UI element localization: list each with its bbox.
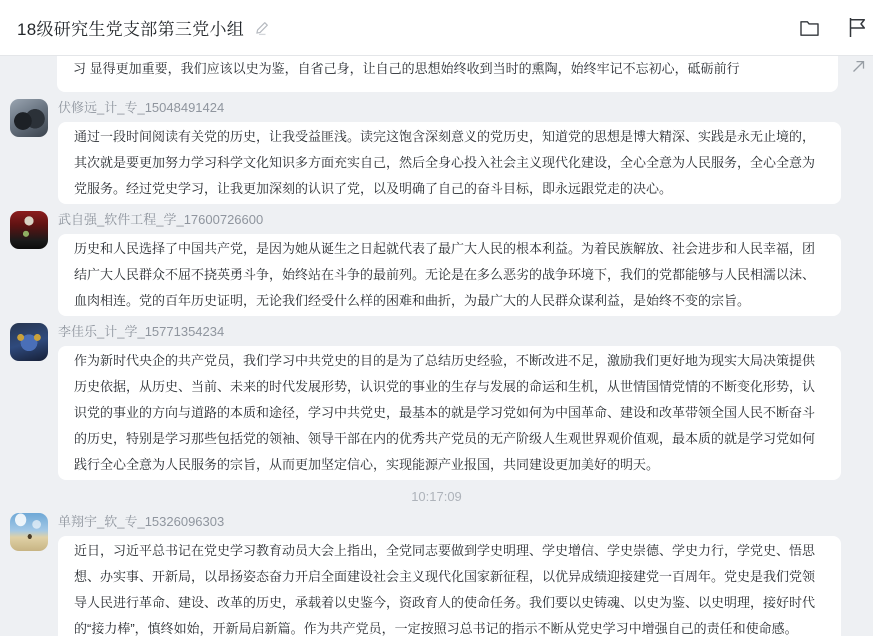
message-body — [58, 513, 863, 636]
message — [0, 316, 873, 480]
message-list[interactable] — [0, 56, 873, 636]
message — [0, 506, 873, 636]
edit-title-pencil-icon[interactable] — [254, 20, 270, 36]
chat-header — [0, 0, 873, 56]
message-bubble[interactable]: 作为新时代央企的共产党员，我们学习中共党史的目的是为了总结历史经验，不断改进不足，激励我们更好地为现实大局决策提供历史依据，从历史、当前、未来的时代发展形势，认识党的事业的生存与发展的命运和生机，从世情国情党情的不断变化形势，认识党的事业的方向与道路的本质和途径，学习中共党史，最基本的就是学习党如何为中国革命、建设和改革带领全国人民不断奋斗的历史，特别是学习那些包括党的领袖、领导干部在内的优秀共产党员的无产阶级人生观世界观价值观，最本质的就是学习党如何践行全心全意为人民服务的宗旨，从而更加坚定信心，实现能源产业报国，共同建设更加美好的明天。 — [58, 346, 841, 480]
message — [0, 92, 873, 204]
flag-icon[interactable] — [846, 15, 869, 40]
message-body — [58, 99, 863, 204]
avatar[interactable] — [10, 323, 48, 361]
message-body — [58, 211, 863, 316]
group-title: 18级研究生党支部第三党小组 — [17, 20, 245, 39]
sender-name: 单翔宇_软_专_15326096303 — [58, 514, 225, 529]
timestamp: 10:17:09 — [411, 489, 462, 504]
message-bubble[interactable]: 近日，习近平总书记在党史学习教育动员大会上指出，全党同志要做到学史明理、学史增信、学史崇德、学史力行，学党史、悟思想、办实事、开新局，以昂扬姿态奋力开启全面建设社会主义现代化国家新征程，以优异成绩迎接建党一百周年。党史是我们党领导人民进行革命、建设、改革的历史，承载着以史鉴今，资政育人的使命任务。我们要以史铸魂、以史为鉴、以史明理，接好时代的“接力棒”，慎终如始，开新局启新篇。作为共产党员，一定按照习总书记的指示不断从党史学习中增强自己的责任和使命感。 — [58, 536, 841, 636]
message-bubble[interactable]: 历史和人民选择了中国共产党，是因为她从诞生之日起就代表了最广大人民的根本利益。为着民族解放、社会进步和人民幸福，团结广大人民群众不屈不挠英勇斗争，始终站在斗争的最前列。无论是在多么恶劣的战争环境下，我们的党都能够与人民相濡以沫、血肉相连。党的百年历史证明，无论我们经受什么样的困难和曲折，为最广大的人民群众谋利益，是始终不变的宗旨。 — [58, 234, 841, 316]
sender-name: 伏修远_计_专_15048491424 — [58, 100, 225, 115]
message — [0, 204, 873, 316]
message-body — [58, 323, 863, 480]
message-bubble[interactable]: 通过一段时间阅读有关党的历史，让我受益匪浅。读完这饱含深刻意义的党历史，知道党的思想是博大精深、实践是永无止境的，其次就是要更加努力学习科学文化知识多方面充实自己，然后全身心投入社会主义现代化建设，全心全意为人民服务，全心全意为党服务。经过党史学习，让我更加深刻的认识了党，以及明确了自己的奋斗目标，即永远跟党走的决心。 — [58, 122, 841, 204]
sender-name: 武自强_软件工程_学_17600726600 — [58, 212, 264, 227]
folder-icon[interactable] — [797, 17, 822, 39]
sender-name: 李佳乐_计_学_15771354234 — [58, 324, 225, 339]
header-actions — [797, 15, 869, 40]
message — [0, 56, 873, 92]
avatar[interactable] — [10, 513, 48, 551]
avatar[interactable] — [10, 99, 48, 137]
message-bubble[interactable]: 习 显得更加重要，我们应该以史为鉴，自省己身，让自己的思想始终收到当时的熏陶，始终牢记不忘初心，砥砺前行 — [57, 56, 838, 92]
avatar[interactable] — [10, 211, 48, 249]
